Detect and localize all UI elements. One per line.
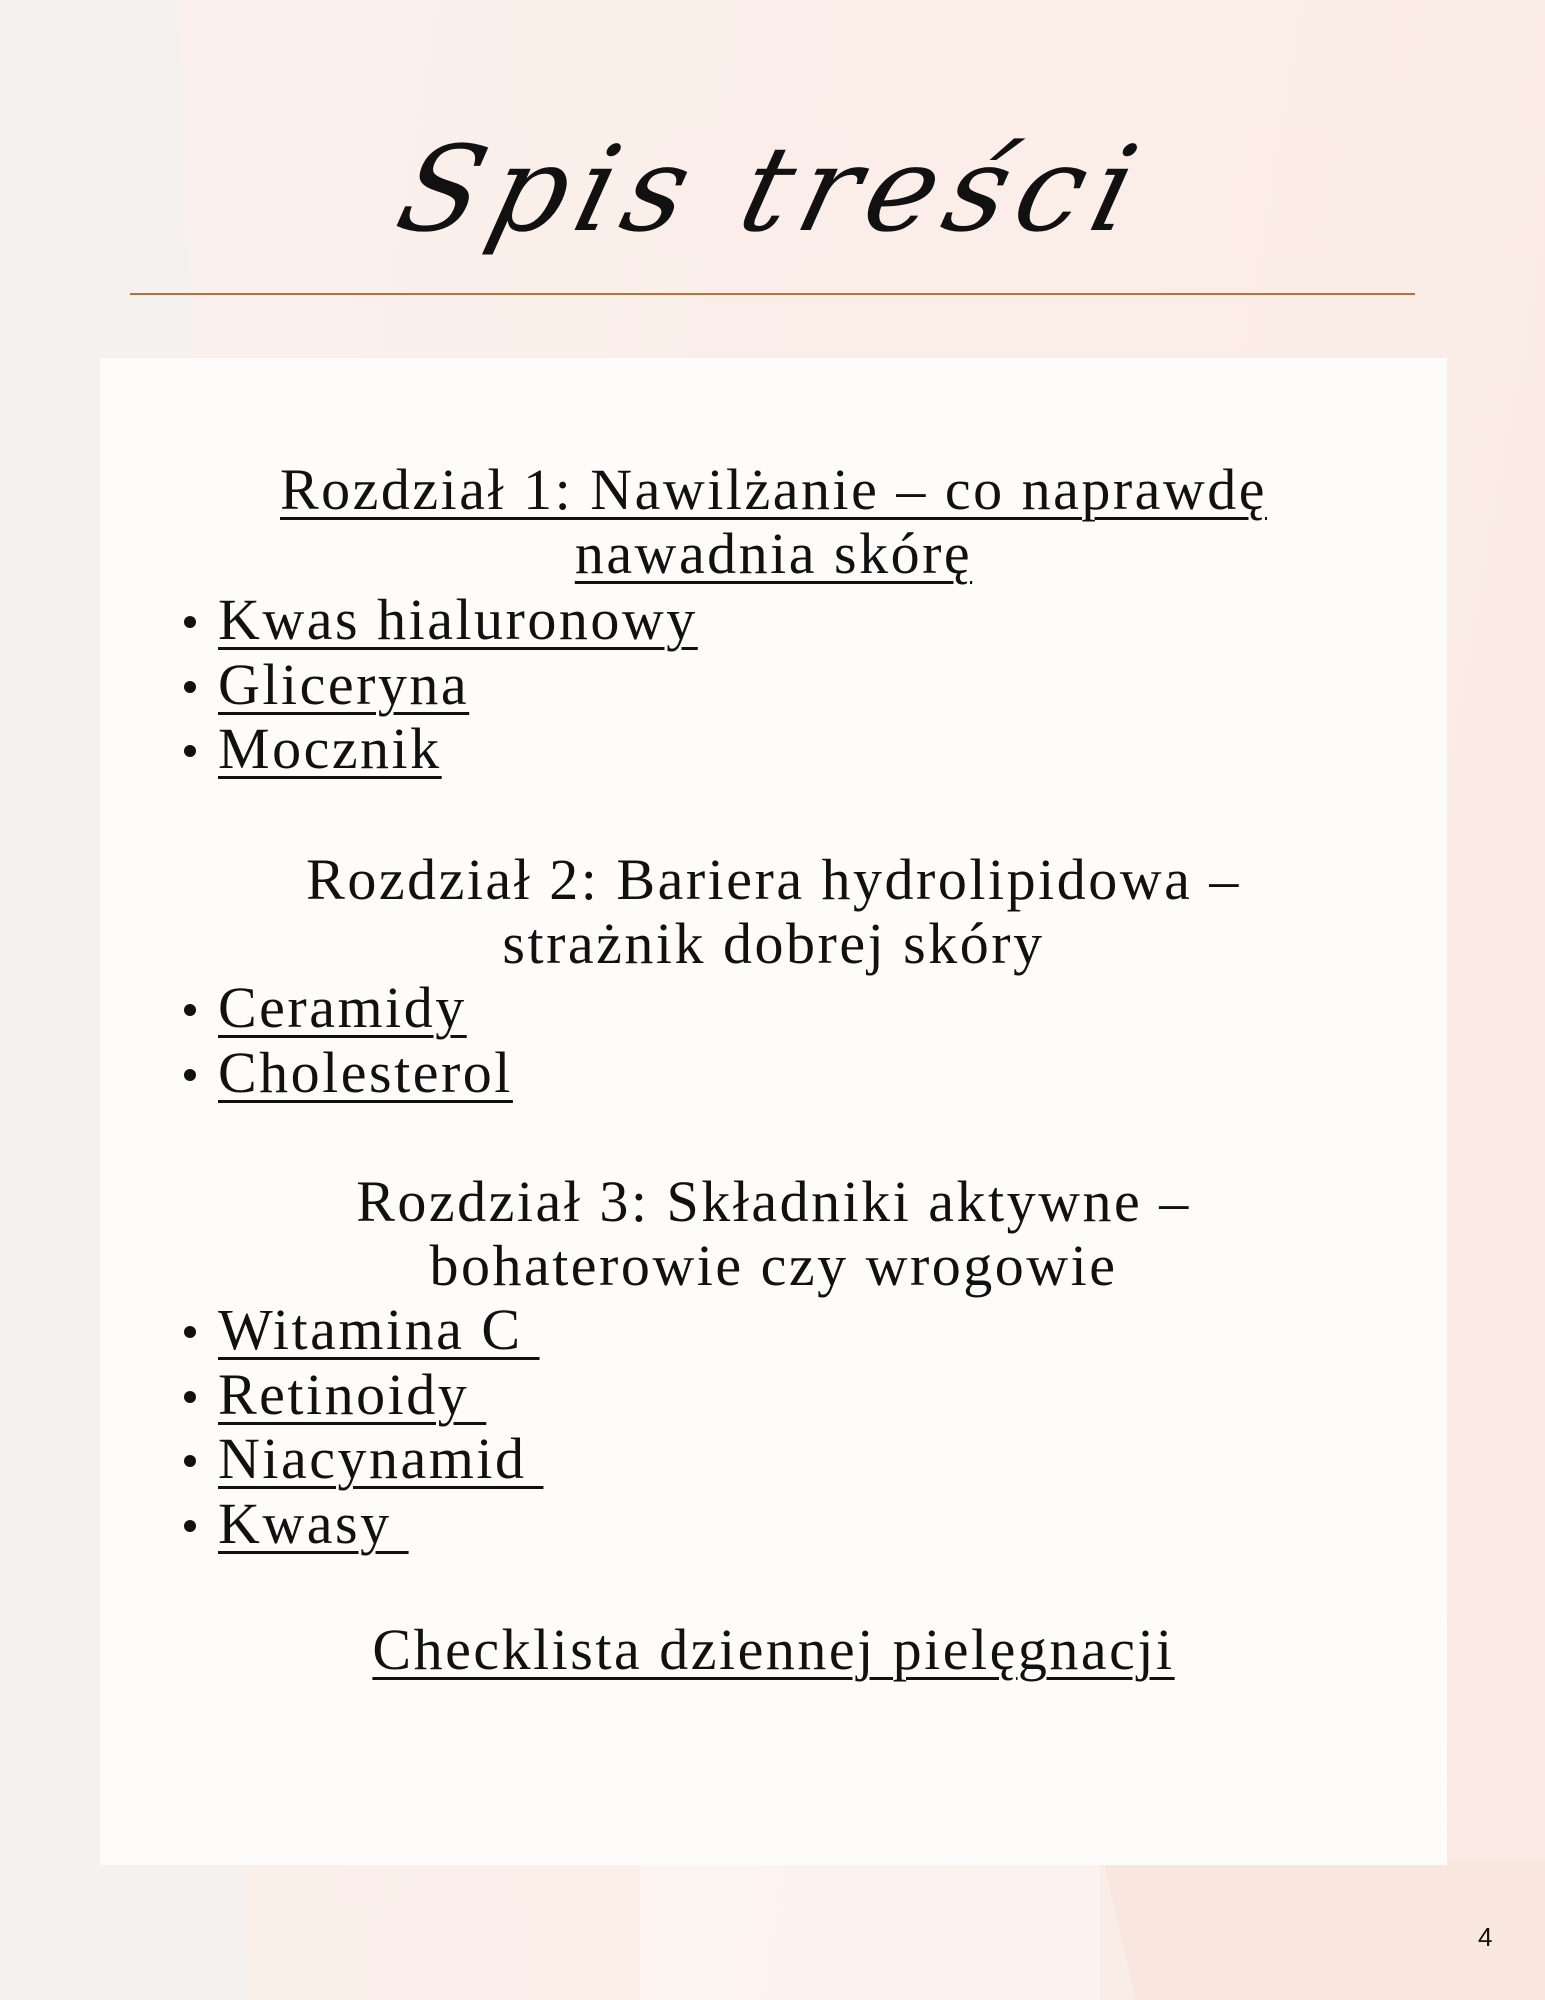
toc-link-niacynamid[interactable]: Niacynamid (218, 1426, 544, 1491)
chapter-3-heading-line-2: bohaterowie czy wrogowie (429, 1233, 1118, 1298)
chapter-3-heading (100, 1170, 1447, 1298)
bullet-icon (184, 681, 196, 693)
toc-link-retinoidy[interactable]: Retinoidy (218, 1361, 487, 1427)
bullet-icon (184, 1520, 196, 1532)
toc-link-ceramidy[interactable]: Ceramidy (218, 975, 467, 1040)
toc-link-cholesterol[interactable]: Cholesterol (218, 1039, 513, 1105)
checklist-entry (100, 1618, 1447, 1682)
chapter-3-items (170, 1298, 543, 1556)
chapter-2-heading-line-1: Rozdział 2: Bariera hydrolipidowa – (306, 847, 1241, 912)
bullet-icon (184, 1326, 196, 1338)
list-item (170, 653, 698, 718)
bullet-icon (184, 1004, 196, 1016)
list-item (170, 1363, 543, 1428)
bullet-icon (184, 1391, 196, 1403)
title-divider (130, 293, 1415, 295)
list-item (170, 1492, 543, 1557)
bullet-icon (184, 616, 196, 628)
toc-link-checklist[interactable]: Checklista dziennej pielęgnacji (372, 1617, 1175, 1682)
toc-link-kwasy[interactable]: Kwasy (218, 1490, 409, 1556)
toc-link-kwas-hialuronowy[interactable]: Kwas hialuronowy (218, 587, 698, 652)
toc-link-mocznik[interactable]: Mocznik (218, 716, 442, 781)
chapter-3-heading-line-1: Rozdział 3: Składniki aktywne – (356, 1169, 1191, 1234)
toc-link-gliceryna[interactable]: Gliceryna (218, 651, 470, 717)
list-item (170, 588, 698, 653)
chapter-1-heading-line-1[interactable]: Rozdział 1: Nawilżanie – co naprawdę (279, 457, 1268, 522)
bullet-icon (184, 745, 196, 757)
toc-link-witamina-c[interactable]: Witamina C (218, 1297, 540, 1362)
list-item (170, 1041, 513, 1106)
chapter-1-items (170, 588, 698, 782)
chapter-2-heading-line-2: strażnik dobrej skóry (502, 911, 1045, 976)
chapter-2-heading (100, 848, 1447, 976)
chapter-2-items (170, 976, 513, 1105)
bullet-icon (184, 1455, 196, 1467)
page-title: Spis treści (385, 120, 1160, 258)
page-number: 4 (1478, 1922, 1493, 1952)
chapter-1-heading[interactable] (100, 458, 1447, 586)
background-streak (1090, 1860, 1545, 2000)
list-item (170, 976, 513, 1041)
bullet-icon (184, 1069, 196, 1081)
list-item (170, 1298, 543, 1363)
list-item (170, 1427, 543, 1492)
background-streak (640, 1860, 1100, 2000)
list-item (170, 717, 698, 782)
chapter-1-heading-line-2[interactable]: nawadnia skórę (574, 521, 973, 586)
